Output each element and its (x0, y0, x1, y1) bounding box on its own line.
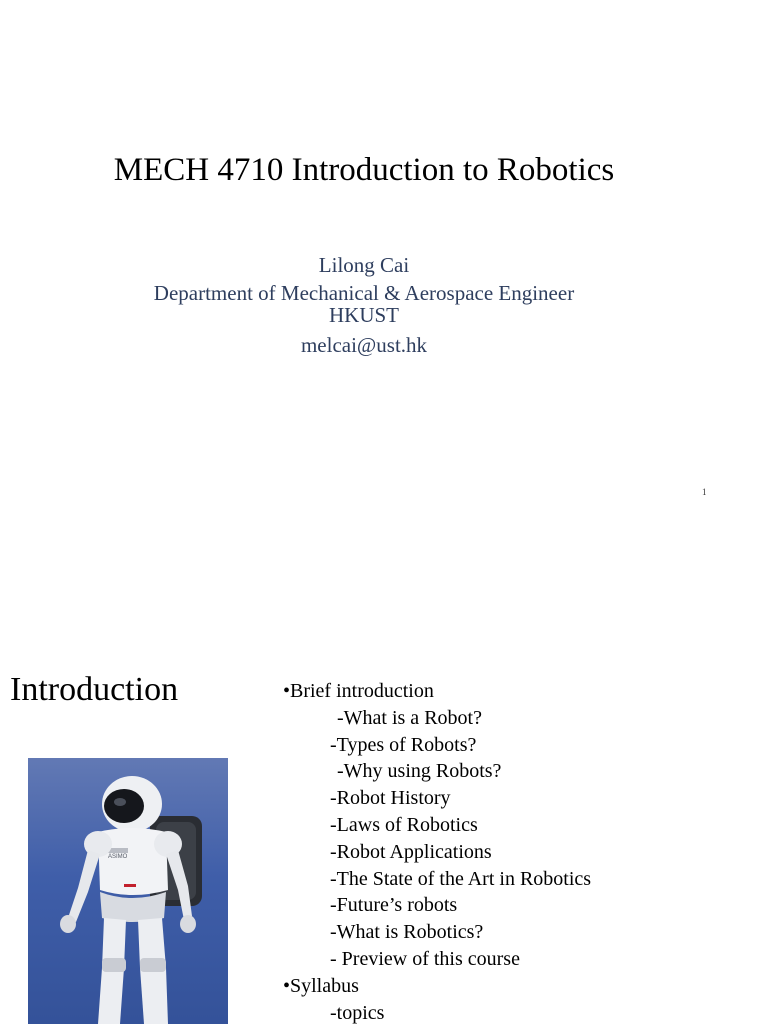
outline-item: -Future’s robots (330, 894, 458, 917)
outline-item: -Types of Robots? (330, 733, 477, 756)
outline-item: -topics (330, 1001, 385, 1024)
outline-item: -Why using Robots? (337, 760, 502, 783)
outline-item: -Robot Applications (330, 840, 492, 863)
introduction-slide (0, 630, 768, 1024)
outline-item: -The State of the Art in Robotics (330, 867, 592, 890)
outline-item: -What is Robotics? (330, 921, 484, 944)
outline-list (283, 678, 591, 1026)
author-institution: HKUST (328, 303, 399, 327)
outline-item: •Brief introduction (283, 680, 434, 702)
section-title: Introduction (10, 671, 179, 708)
outline-item: - Preview of this course (330, 947, 520, 970)
author-name: Lilong Cai (318, 253, 410, 277)
slide-title: MECH 4710 Introduction to Robotics (113, 152, 615, 188)
author-email: melcai@ust.hk (300, 333, 428, 357)
humanoid-robot-image (28, 758, 228, 1024)
robot-photo (28, 758, 228, 1024)
outline-item: -Robot History (330, 787, 451, 810)
outline-item: -What is a Robot? (337, 706, 482, 729)
page-number: 1 (702, 487, 707, 497)
author-department: Department of Mechanical & Aerospace Engineer (153, 281, 575, 305)
author-block (0, 252, 728, 358)
outline-item: •Syllabus (283, 974, 359, 997)
outline-item: -Laws of Robotics (330, 813, 478, 836)
robot-badge-text: ASIMO (108, 854, 128, 860)
